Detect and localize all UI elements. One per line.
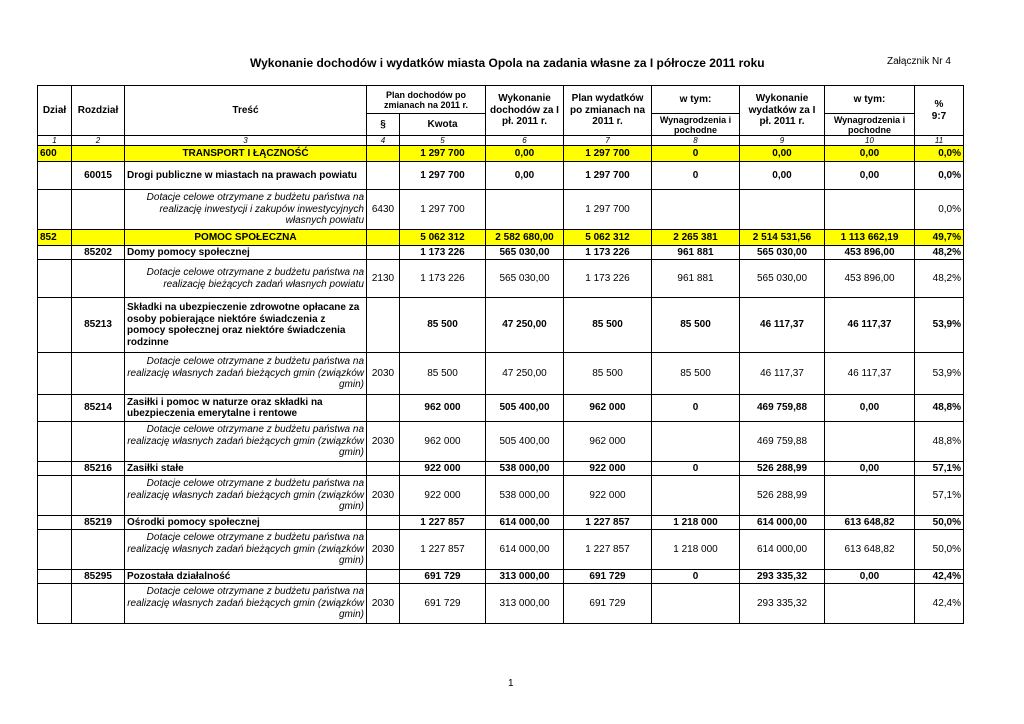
cell-proc: 42,4% [915, 584, 964, 624]
cell-wyn2: 46 117,37 [825, 353, 915, 395]
cell-kwota: 5 062 312 [400, 230, 486, 246]
cell-plan-wyd: 1 297 700 [564, 190, 652, 230]
cell-par [367, 462, 400, 476]
cell-kwota: 1 297 700 [400, 190, 486, 230]
cell-proc: 57,1% [915, 476, 964, 516]
cell-wyn2: 453 896,00 [825, 260, 915, 298]
cell-plan-wyd: 922 000 [564, 476, 652, 516]
cell-plan-wyd: 85 500 [564, 298, 652, 353]
cell-tresc: Dotacje celowe otrzymane z budżetu państwa na realizację własnych zadań bieżących gmin (związków gmin) [125, 530, 367, 570]
cell-wyk-wyd: 2 514 531,56 [740, 230, 825, 246]
cell-wyk-wyd: 565 030,00 [740, 246, 825, 260]
cell-wyk-doch: 47 250,00 [486, 353, 564, 395]
cell-wyk-doch: 505 400,00 [486, 422, 564, 462]
cell-par: 6430 [367, 190, 400, 230]
cell-wyk-doch: 614 000,00 [486, 530, 564, 570]
cell-par: 2030 [367, 530, 400, 570]
cell-rozdzial: 60015 [72, 162, 125, 190]
cell-wyk-doch: 538 000,00 [486, 476, 564, 516]
cell-tresc: Składki na ubezpieczenie zdrowotne opłacane za osoby pobierające niektóre świadczenia z pomocy społecznej oraz niektóre świadczenia rodzinne [125, 298, 367, 353]
cell-wyk-wyd: 0,00 [740, 162, 825, 190]
cell-wyk-wyd: 565 030,00 [740, 260, 825, 298]
cell-wyn1: 2 265 381 [652, 230, 740, 246]
rozdzial-row [38, 298, 964, 353]
column-number: 11 [915, 136, 964, 146]
cell-par: 2030 [367, 422, 400, 462]
cell-dzial [38, 246, 72, 260]
cell-wyk-wyd: 0,00 [740, 146, 825, 162]
cell-rozdzial [72, 530, 125, 570]
column-number-row [38, 136, 964, 146]
cell-plan-wyd: 5 062 312 [564, 230, 652, 246]
rozdzial-row [38, 395, 964, 422]
dzial-row [38, 230, 964, 246]
cell-wyn2 [825, 190, 915, 230]
header-dzial: Dział [38, 86, 72, 136]
cell-wyk-wyd [740, 190, 825, 230]
cell-dzial [38, 516, 72, 530]
column-number: 4 [367, 136, 400, 146]
cell-tresc: TRANSPORT I ŁĄCZNOŚĆ [125, 146, 367, 162]
cell-wyn1: 0 [652, 395, 740, 422]
cell-tresc: Dotacje celowe otrzymane z budżetu państwa na realizację bieżących zadań własnych powiatu [125, 260, 367, 298]
cell-wyn2 [825, 584, 915, 624]
cell-tresc: POMOC SPOŁECZNA [125, 230, 367, 246]
cell-wyn1: 0 [652, 462, 740, 476]
cell-dzial [38, 462, 72, 476]
header-wykonanie-wydatkow: Wykonanie wydatków za I pł. 2011 r. [740, 86, 825, 136]
cell-wyk-wyd: 526 288,99 [740, 462, 825, 476]
cell-wyn1 [652, 476, 740, 516]
cell-kwota: 962 000 [400, 395, 486, 422]
cell-kwota: 1 227 857 [400, 530, 486, 570]
cell-rozdzial [72, 260, 125, 298]
cell-plan-wyd: 1 173 226 [564, 246, 652, 260]
cell-wyk-doch: 313 000,00 [486, 584, 564, 624]
cell-wyn2 [825, 422, 915, 462]
rozdzial-row [38, 570, 964, 584]
header-w-tym-1: w tym: [652, 86, 740, 114]
column-number: 6 [486, 136, 564, 146]
header-wynagrodzenia-1: Wynagrodzenia i pochodne [652, 114, 740, 136]
cell-proc: 48,8% [915, 395, 964, 422]
rozdzial-row [38, 516, 964, 530]
cell-wyk-wyd: 293 335,32 [740, 570, 825, 584]
header-paragraf: § [367, 114, 400, 136]
cell-dzial [38, 476, 72, 516]
cell-plan-wyd: 691 729 [564, 584, 652, 624]
document-title: Wykonanie dochodów i wydatków miasta Opola na zadania własne za I półrocze 2011 roku [250, 56, 765, 70]
cell-tresc: Dotacje celowe otrzymane z budżetu państwa na realizację własnych zadań bieżących gmin (związków gmin) [125, 353, 367, 395]
cell-dzial: 600 [38, 146, 72, 162]
dzial-row [38, 146, 964, 162]
cell-proc: 0,0% [915, 146, 964, 162]
cell-wyk-doch: 0,00 [486, 146, 564, 162]
cell-wyk-wyd: 526 288,99 [740, 476, 825, 516]
header-procent-formula: 9:7 [931, 110, 947, 122]
cell-plan-wyd: 1 227 857 [564, 516, 652, 530]
cell-wyn2: 0,00 [825, 146, 915, 162]
header-procent-sign: % [934, 99, 944, 110]
cell-par [367, 246, 400, 260]
cell-kwota: 1 297 700 [400, 162, 486, 190]
cell-tresc: Pozostała działalność [125, 570, 367, 584]
page-number: 1 [508, 678, 514, 689]
cell-wyk-doch: 614 000,00 [486, 516, 564, 530]
annex-label: Załącznik Nr 4 [887, 56, 951, 67]
column-number: 10 [825, 136, 915, 146]
cell-par [367, 230, 400, 246]
cell-wyn2: 0,00 [825, 162, 915, 190]
cell-plan-wyd: 1 227 857 [564, 530, 652, 570]
dotacja-row [38, 353, 964, 395]
cell-dzial [38, 260, 72, 298]
cell-wyk-doch: 0,00 [486, 162, 564, 190]
cell-par [367, 516, 400, 530]
cell-proc: 0,0% [915, 190, 964, 230]
cell-kwota: 962 000 [400, 422, 486, 462]
table-body [38, 146, 964, 624]
cell-plan-wyd: 1 173 226 [564, 260, 652, 298]
header-kwota: Kwota [400, 114, 486, 136]
cell-par [367, 162, 400, 190]
report-table [37, 85, 964, 624]
cell-rozdzial [72, 353, 125, 395]
cell-kwota: 1 173 226 [400, 260, 486, 298]
dotacja-row [38, 530, 964, 570]
cell-rozdzial: 85219 [72, 516, 125, 530]
cell-plan-wyd: 85 500 [564, 353, 652, 395]
cell-wyk-doch: 313 000,00 [486, 570, 564, 584]
cell-wyk-wyd: 293 335,32 [740, 584, 825, 624]
dotacja-row [38, 476, 964, 516]
cell-wyk-doch: 538 000,00 [486, 462, 564, 476]
cell-rozdzial: 85295 [72, 570, 125, 584]
column-number: 1 [38, 136, 72, 146]
cell-rozdzial: 85202 [72, 246, 125, 260]
cell-par: 2030 [367, 584, 400, 624]
cell-dzial: 852 [38, 230, 72, 246]
cell-wyk-wyd: 46 117,37 [740, 353, 825, 395]
header-wykonanie-dochodow: Wykonanie dochodów za I pł. 2011 r. [486, 86, 564, 136]
cell-tresc: Dotacje celowe otrzymane z budżetu państwa na realizację własnych zadań bieżących gmin (związków gmin) [125, 476, 367, 516]
cell-wyn1 [652, 584, 740, 624]
cell-tresc: Dotacje celowe otrzymane z budżetu państwa na realizację własnych zadań bieżących gmin (związków gmin) [125, 584, 367, 624]
cell-wyk-doch: 47 250,00 [486, 298, 564, 353]
cell-wyn1: 961 881 [652, 246, 740, 260]
cell-wyn2: 0,00 [825, 462, 915, 476]
header-wynagrodzenia-2: Wynagrodzenia i pochodne [825, 114, 915, 136]
cell-rozdzial [72, 584, 125, 624]
cell-par [367, 146, 400, 162]
cell-wyn2: 46 117,37 [825, 298, 915, 353]
cell-proc: 50,0% [915, 516, 964, 530]
cell-wyk-doch: 505 400,00 [486, 395, 564, 422]
cell-par [367, 570, 400, 584]
column-number: 8 [652, 136, 740, 146]
cell-proc: 57,1% [915, 462, 964, 476]
cell-dzial [38, 422, 72, 462]
cell-kwota: 922 000 [400, 476, 486, 516]
cell-kwota: 691 729 [400, 570, 486, 584]
cell-par [367, 395, 400, 422]
cell-dzial [38, 353, 72, 395]
cell-wyn2 [825, 476, 915, 516]
cell-dzial [38, 530, 72, 570]
cell-wyn1: 1 218 000 [652, 516, 740, 530]
cell-kwota: 85 500 [400, 298, 486, 353]
cell-wyn2: 1 113 662,19 [825, 230, 915, 246]
cell-par: 2030 [367, 353, 400, 395]
cell-tresc: Dotacje celowe otrzymane z budżetu państwa na realizację inwestycji i zakupów inwestycyjnych własnych powiatu [125, 190, 367, 230]
cell-wyn1: 0 [652, 162, 740, 190]
cell-rozdzial [72, 422, 125, 462]
cell-rozdzial [72, 230, 125, 246]
cell-wyn2: 613 648,82 [825, 516, 915, 530]
cell-proc: 48,8% [915, 422, 964, 462]
cell-proc: 48,2% [915, 260, 964, 298]
column-number: 5 [400, 136, 486, 146]
header-tresc: Treść [125, 86, 367, 136]
cell-proc: 0,0% [915, 162, 964, 190]
cell-wyk-wyd: 46 117,37 [740, 298, 825, 353]
cell-wyk-doch: 565 030,00 [486, 246, 564, 260]
cell-wyk-wyd: 469 759,88 [740, 422, 825, 462]
cell-plan-wyd: 691 729 [564, 570, 652, 584]
cell-par [367, 298, 400, 353]
cell-dzial [38, 395, 72, 422]
cell-rozdzial [72, 190, 125, 230]
rozdzial-row [38, 246, 964, 260]
cell-plan-wyd: 962 000 [564, 395, 652, 422]
cell-wyk-doch: 2 582 680,00 [486, 230, 564, 246]
column-number: 2 [72, 136, 125, 146]
cell-rozdzial: 85216 [72, 462, 125, 476]
cell-wyn1: 1 218 000 [652, 530, 740, 570]
cell-dzial [38, 162, 72, 190]
cell-proc: 42,4% [915, 570, 964, 584]
rozdzial-row [38, 462, 964, 476]
dotacja-row [38, 584, 964, 624]
cell-proc: 53,9% [915, 353, 964, 395]
cell-proc: 53,9% [915, 298, 964, 353]
header-procent [915, 86, 964, 136]
cell-wyn1: 0 [652, 570, 740, 584]
cell-rozdzial: 85213 [72, 298, 125, 353]
cell-wyn1 [652, 190, 740, 230]
cell-rozdzial [72, 476, 125, 516]
cell-par: 2130 [367, 260, 400, 298]
cell-wyk-wyd: 614 000,00 [740, 530, 825, 570]
cell-tresc: Domy pomocy społecznej [125, 246, 367, 260]
dotacja-row [38, 190, 964, 230]
cell-dzial [38, 190, 72, 230]
cell-wyk-doch: 565 030,00 [486, 260, 564, 298]
cell-tresc: Dotacje celowe otrzymane z budżetu państwa na realizację własnych zadań bieżących gmin (związków gmin) [125, 422, 367, 462]
column-number: 7 [564, 136, 652, 146]
cell-wyn1: 0 [652, 146, 740, 162]
cell-wyk-doch [486, 190, 564, 230]
cell-proc: 49,7% [915, 230, 964, 246]
cell-wyn1 [652, 422, 740, 462]
cell-tresc: Drogi publiczne w miastach na prawach powiatu [125, 162, 367, 190]
cell-dzial [38, 298, 72, 353]
cell-kwota: 1 297 700 [400, 146, 486, 162]
column-number: 3 [125, 136, 367, 146]
cell-wyn2: 0,00 [825, 570, 915, 584]
cell-tresc: Ośrodki pomocy społecznej [125, 516, 367, 530]
dotacja-row [38, 422, 964, 462]
cell-kwota: 691 729 [400, 584, 486, 624]
cell-kwota: 1 227 857 [400, 516, 486, 530]
cell-wyk-wyd: 614 000,00 [740, 516, 825, 530]
header-plan-wydatkow: Plan wydatków po zmianach na 2011 r. [564, 86, 652, 136]
cell-wyn1: 961 881 [652, 260, 740, 298]
cell-dzial [38, 584, 72, 624]
rozdzial-row [38, 162, 964, 190]
column-number: 9 [740, 136, 825, 146]
cell-plan-wyd: 1 297 700 [564, 162, 652, 190]
cell-rozdzial [72, 146, 125, 162]
cell-wyn2: 0,00 [825, 395, 915, 422]
cell-wyn2: 613 648,82 [825, 530, 915, 570]
cell-kwota: 85 500 [400, 353, 486, 395]
cell-wyn2: 453 896,00 [825, 246, 915, 260]
cell-plan-wyd: 1 297 700 [564, 146, 652, 162]
cell-tresc: Zasiłki stałe [125, 462, 367, 476]
cell-rozdzial: 85214 [72, 395, 125, 422]
dotacja-row [38, 260, 964, 298]
cell-wyk-wyd: 469 759,88 [740, 395, 825, 422]
cell-dzial [38, 570, 72, 584]
cell-tresc: Zasiłki i pomoc w naturze oraz składki na ubezpieczenia emerytalne i rentowe [125, 395, 367, 422]
cell-par: 2030 [367, 476, 400, 516]
cell-proc: 48,2% [915, 246, 964, 260]
cell-kwota: 1 173 226 [400, 246, 486, 260]
cell-proc: 50,0% [915, 530, 964, 570]
cell-plan-wyd: 922 000 [564, 462, 652, 476]
cell-wyn1: 85 500 [652, 298, 740, 353]
header-plan-dochodow: Plan dochodów po zmianach na 2011 r. [367, 86, 486, 114]
header-w-tym-2: w tym: [825, 86, 915, 114]
cell-wyn1: 85 500 [652, 353, 740, 395]
cell-kwota: 922 000 [400, 462, 486, 476]
header-rozdzial: Rozdział [72, 86, 125, 136]
cell-plan-wyd: 962 000 [564, 422, 652, 462]
